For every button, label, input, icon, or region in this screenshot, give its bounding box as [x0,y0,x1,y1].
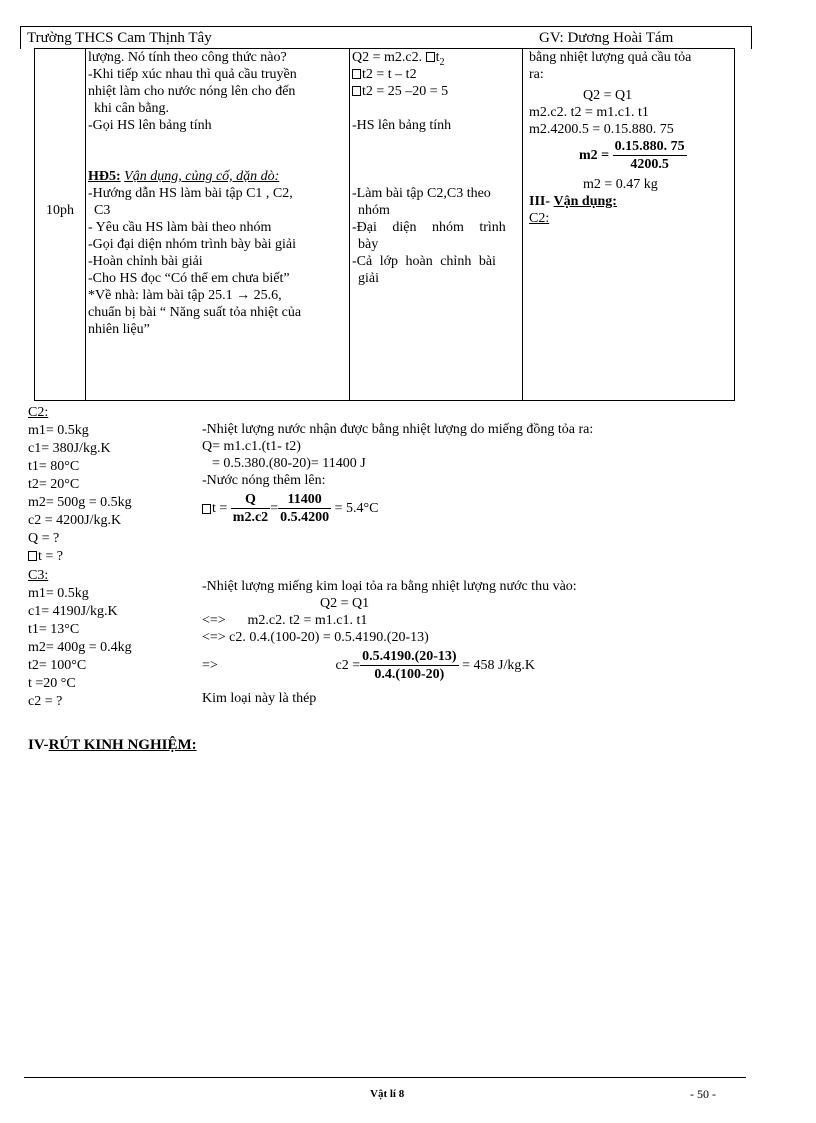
fraction-q-over-mc [231,491,270,526]
solution-line: = 0.5.380.(80-20)= 11400 J [212,456,366,471]
given-line: m1= 0.5kg [28,586,89,601]
fraction-denominator: 0.5.4200 [280,510,330,525]
time-value: 10ph [46,203,74,218]
implies-symbol: => [202,658,218,673]
content-line: m2.c2. t2 = m1.c1. t1 [529,105,649,120]
formula-result: = 458 J/kg.K [462,658,535,673]
fraction-denominator: 4200.5 [630,157,669,172]
arrow-right-icon: → [236,288,254,303]
hd5-title: Vận dụng, củng cố, dặn dò: [124,169,280,184]
content-line: Q2 = Q1 [583,88,633,103]
fraction-denominator: 0.4.(100-20) [374,667,445,682]
given-line: t = ? [38,549,63,564]
c2-label: C2: [28,405,49,420]
content-line: ra: [529,67,544,82]
teacher-line: nhiên liệu” [88,322,150,337]
review-heading [28,737,197,754]
review-prefix: IV- [28,737,49,753]
fraction-numerator: 11400 [278,491,331,509]
formula-result: = 5.4°C [334,501,379,516]
content-line: C2: [529,211,550,226]
fraction-denominator: m2.c2 [232,510,269,525]
fraction-lhs: m2 = [579,148,610,163]
hd5-heading [88,168,347,185]
c3-label: C3: [28,568,49,583]
homework-range-end: 25.6, [253,288,282,303]
fraction-numeric [278,491,331,526]
content-line: bằng nhiệt lượng quả cầu tỏa [529,50,692,65]
teacher-activity-cell [86,49,350,401]
equiv-symbol: <=> [202,613,226,628]
teacher-line: -Gọi HS lên bảng tính [88,118,212,133]
given-line: t1= 80°C [28,459,80,474]
content-line: m2 = 0.47 kg [583,177,658,192]
given-line: c2 = 4200J/kg.K [28,513,122,528]
student-line: Q2 = m2.c2. [352,50,426,65]
given-line: t =20 °C [28,676,76,691]
page-number: - 50 - [690,1087,716,1101]
student-line: -Cả lớp hoàn chỉnh bài [352,254,496,269]
given-line: c1= 4190J/kg.K [28,604,118,619]
student-line: -Làm bài tập C2,C3 theo [352,186,491,201]
solution-line: m2.c2. t2 = m1.c1. t1 [247,613,368,628]
solution-line: -Nhiệt lượng nước nhận được bằng nhiệt lượng do miếng đồng tỏa ra: [202,422,594,437]
time-cell [35,49,86,401]
delta-box-icon [202,504,211,514]
student-line: t2 = t – t2 [362,67,417,82]
hd5-label: HĐ5: [88,169,121,184]
fraction-numerator: Q [231,491,270,509]
teacher-line: nhiệt làm cho nước nóng lên cho đến [88,84,296,99]
solution-line: <=> c2. 0.4.(100-20) = 0.5.4190.(20-13) [202,630,429,645]
student-line: giải [358,271,379,286]
formula-lhs: c2 = [335,658,361,673]
conclusion-line: Kim loại này là thép [202,691,317,706]
delta-box-icon [352,69,361,79]
given-line: t1= 13°C [28,622,80,637]
c3-c2-formula [202,648,762,688]
teacher-line: lượng. Nó tính theo công thức nào? [88,50,287,65]
c3-equiv-line [202,612,762,629]
teacher-line: -Gọi đại diện nhóm trình bày bài giải [88,237,297,252]
teacher-line-homework [88,287,347,304]
delta-box-icon [426,52,435,62]
delta-box-icon [28,551,37,561]
teacher-line: khi cân bằng. [94,101,170,116]
student-line-dt [352,66,520,83]
given-line: c1= 380J/kg.K [28,441,111,456]
formula-lhs: t = [212,501,228,516]
given-line: m2= 400g = 0.4kg [28,640,132,655]
given-line: m1= 0.5kg [28,423,89,438]
fraction-c2 [360,648,459,683]
solution-line: Q2 = Q1 [320,596,370,611]
footer-divider [24,1077,746,1078]
content-fraction-m2 [529,138,732,176]
school-name: Trường THCS Cam Thịnh Tây [27,30,212,46]
student-activity-cell [350,49,523,401]
c3-solution [202,578,762,707]
content-cell [523,49,735,401]
teacher-line: - Yêu cầu HS làm bài theo nhóm [88,220,272,235]
solution-line: -Nước nóng thêm lên: [202,473,326,488]
teacher-line: -Hoàn chỉnh bài giải [88,254,203,269]
solution-line: -Nhiệt lượng miếng kim loại tỏa ra bằng nhiệt lượng nước thu vào: [202,579,577,594]
fraction-numerator: 0.5.4190.(20-13) [362,649,457,664]
homework-text: *Về nhà: làm bài tập 25.1 [88,288,233,303]
student-line-dt-value [352,83,520,100]
section-title: Vận dụng: [553,194,617,209]
page-header [20,26,752,49]
student-line: t2 = 25 –20 = 5 [362,84,449,99]
c2-given [28,404,198,566]
student-line: -HS lên bảng tính [352,118,452,133]
student-line-q2: Q2 = m2.c2. $t_2$ [352,50,445,68]
teacher-line: chuẩn bị bài “ Năng suất tỏa nhiệt của [88,305,302,320]
equals-sign: = [270,501,279,516]
c3-given [28,567,198,711]
given-line-dt [28,548,198,566]
fraction-m2 [613,138,687,173]
delta-box-icon [352,86,361,96]
content-line-heat-eq [529,104,732,121]
student-line: nhóm [358,203,390,218]
lesson-table [34,48,735,401]
teacher-name: GV: Dương Hoài Tám [539,30,674,46]
fraction-numerator: 0.15.880. 75 [614,139,685,154]
content-line: m2.4200.5 = 0.15.880. 75 [529,122,674,137]
given-line: t2= 20°C [28,477,80,492]
section-iii-heading [529,193,732,210]
given-line: Q = ? [28,531,60,546]
given-line: t2= 100°C [28,658,87,673]
teacher-line: -Hướng dẫn HS làm bài tập C1 , C2, [88,186,293,201]
teacher-line: -Khi tiếp xúc nhau thì quả cầu truyền [88,67,297,82]
footer-subject: Vật lí 8 [370,1088,405,1100]
review-title: RÚT KINH NGHIỆM: [48,737,197,753]
given-line: c2 = ? [28,694,63,709]
teacher-line: -Cho HS đọc “Có thể em chưa biết” [88,271,290,286]
c2-solution [202,421,762,531]
student-line: -Đại diện nhóm trình [352,220,506,235]
given-line: m2= 500g = 0.5kg [28,495,132,510]
solution-line: Q= m1.c1.(t1- t2) [202,439,301,454]
section-number: III- [529,194,551,209]
teacher-line: C3 [94,203,111,218]
student-line: bày [358,237,379,252]
c2-dt-formula [202,491,762,531]
